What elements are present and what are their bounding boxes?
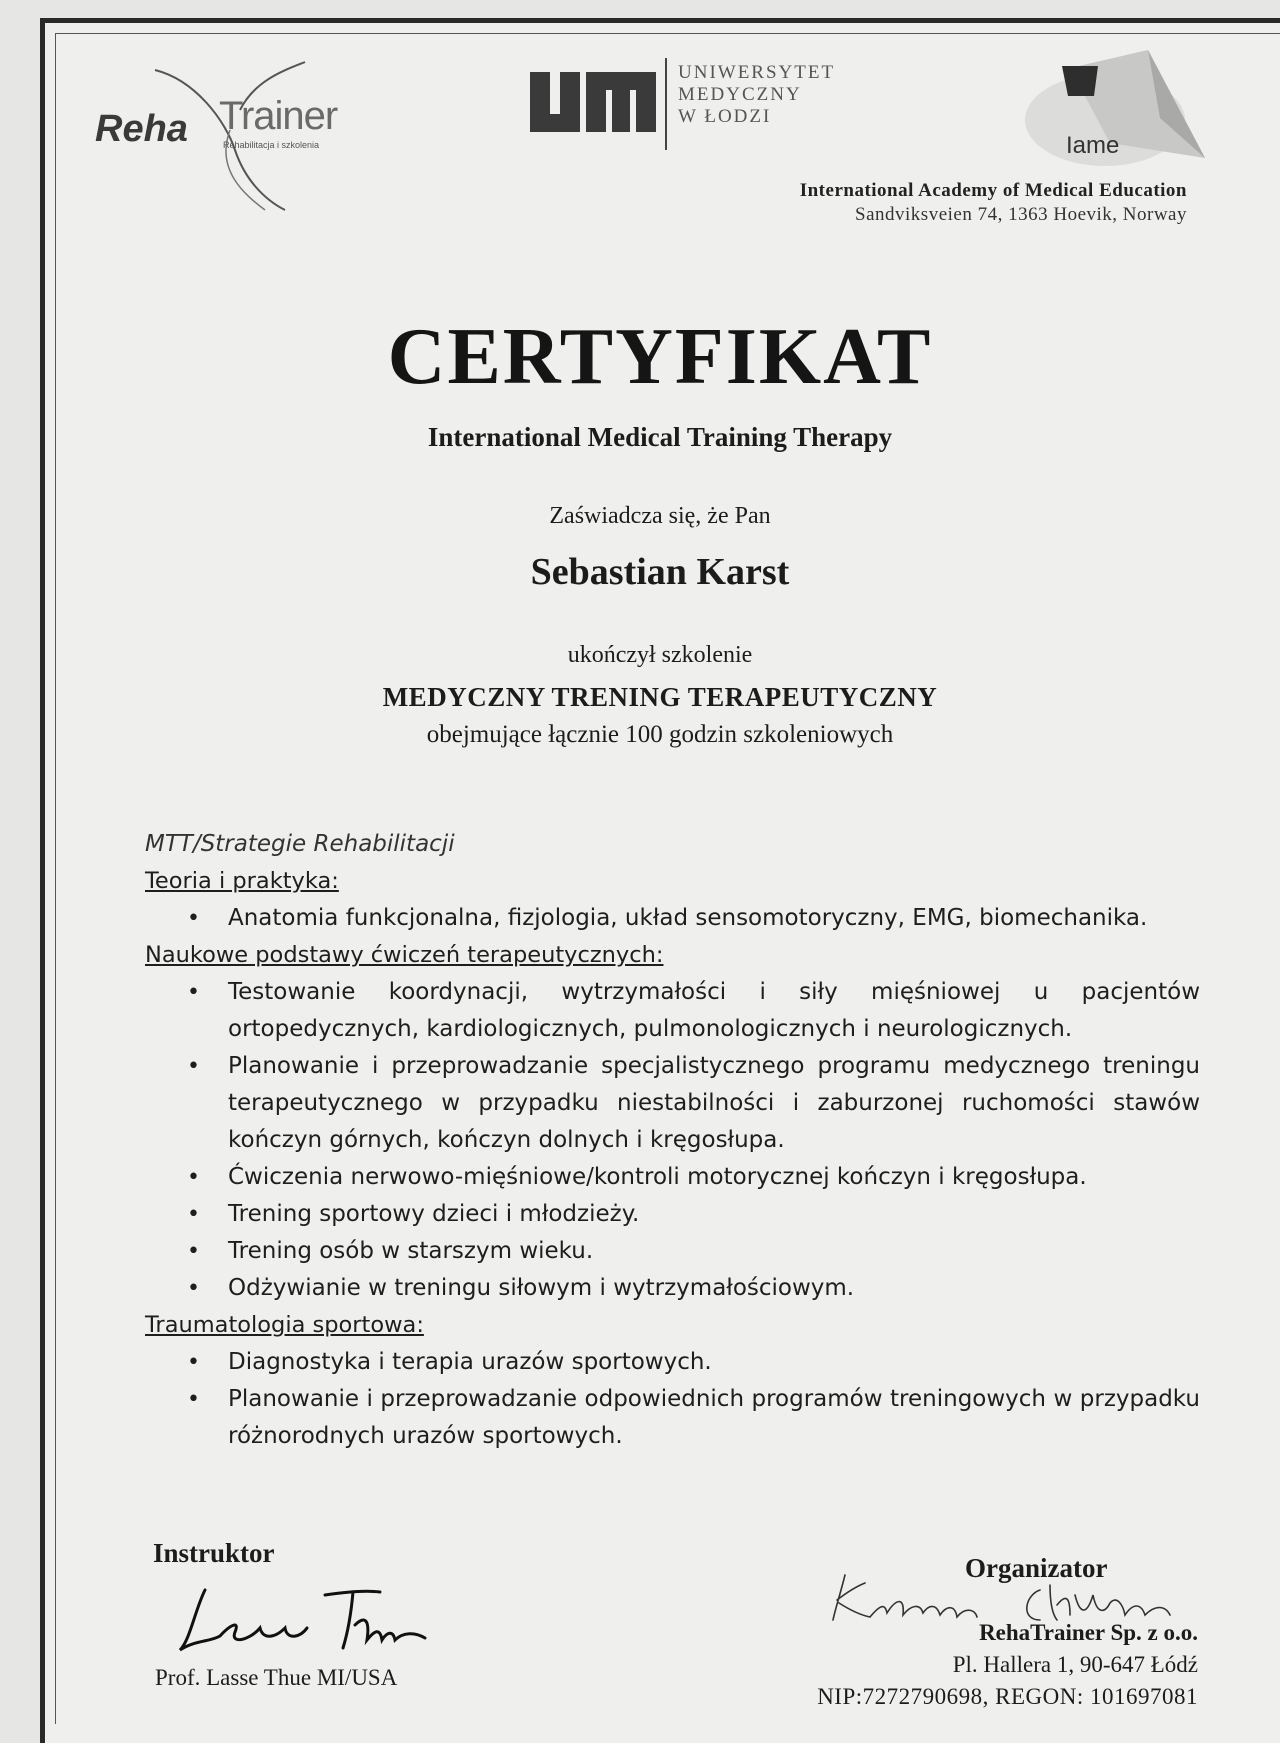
section-list	[145, 974, 1200, 1307]
um-logo-divider	[665, 58, 667, 150]
organizer-ids: NIP:7272790698, REGON: 101697081	[817, 1684, 1198, 1709]
list-item: • Planowanie i przeprowadzanie specjalistycznego programu medycznego treningu terapeutycznego w przypadku niestabilności i zaburzonej ruchomości stawów kończyn górnych, kończyn dolnych i kręgosłupa.	[145, 1048, 1200, 1159]
recipient-name: Sebastian Karst	[530, 551, 790, 593]
list-item: • Odżywianie w treningu siłowym i wytrzymałościowym.	[145, 1270, 1200, 1307]
rehatrainer-logo	[95, 60, 385, 220]
organizer-label: Organizator	[965, 1553, 1108, 1583]
list-item: • Testowanie koordynacji, wytrzymałości i siły mięśniowej u pacjentów ortopedycznych, kardiologicznych, pulmonologicznych i neurologicznych.	[145, 974, 1200, 1048]
instructor-signature	[175, 1570, 435, 1660]
instructor-label: Instruktor	[153, 1538, 275, 1568]
certificate-subtitle: International Medical Training Therapy	[427, 422, 893, 452]
iame-logo	[1010, 48, 1210, 178]
um-logo-icon	[528, 64, 658, 140]
instructor-name: Prof. Lasse Thue MI/USA	[155, 1665, 398, 1690]
academy-name: International Academy of Medical Education	[799, 180, 1187, 201]
program-heading: MTT/Strategie Rehabilitacji	[145, 831, 455, 857]
completed-text: ukończył szkolenie	[567, 642, 753, 668]
section-list	[145, 900, 1200, 937]
list-item: • Ćwiczenia nerwowo-mięśniowe/kontroli motorycznej kończyn i kręgosłupa.	[145, 1159, 1200, 1196]
organizer-address: Pl. Hallera 1, 90-647 Łódź	[952, 1652, 1198, 1677]
academy-block	[800, 180, 1187, 226]
list-item: • Diagnostyka i terapia urazów sportowych.	[145, 1344, 1200, 1381]
organizer-company: RehaTrainer Sp. z o.o.	[979, 1620, 1198, 1645]
section-heading: Traumatologia sportowa:	[145, 1312, 424, 1338]
rehatrainer-tagline: Rehabilitacja i szkolenia	[223, 140, 320, 150]
certificate-title: CERTYFIKAT	[387, 313, 933, 401]
um-logo-text: UNIWERSYTET MEDYCZNY W ŁODZI	[678, 62, 836, 127]
list-item: • Trening sportowy dzieci i młodzieży.	[145, 1196, 1200, 1233]
section-heading: Naukowe podstawy ćwiczeń terapeutycznych:	[145, 942, 664, 968]
course-hours: obejmujące łącznie 100 godzin szkoleniowych	[426, 721, 894, 748]
rehatrainer-reha-text: Reha	[95, 108, 188, 150]
course-name: MEDYCZNY TRENING TERAPEUTYCZNY	[382, 682, 938, 712]
iame-logo-text: Iame	[1066, 132, 1120, 159]
rehatrainer-trainer-text: Trainer	[219, 94, 338, 138]
list-item: • Anatomia funkcjonalna, fizjologia, układ sensomotoryczny, EMG, biomechanika.	[145, 900, 1200, 937]
list-item: • Planowanie i przeprowadzanie odpowiednich programów treningowych w przypadku różnorodnych urazów sportowych.	[145, 1381, 1200, 1455]
academy-address: Sandviksveien 74, 1363 Hoevik, Norway	[855, 204, 1187, 225]
list-item: • Trening osób w starszym wieku.	[145, 1233, 1200, 1270]
um-lodz-logo	[528, 56, 868, 156]
section-list	[145, 1344, 1200, 1455]
program-block	[145, 826, 1200, 1455]
section-heading: Teoria i praktyka:	[145, 868, 339, 894]
certificate-intro: Zaświadcza się, że Pan	[549, 503, 771, 529]
